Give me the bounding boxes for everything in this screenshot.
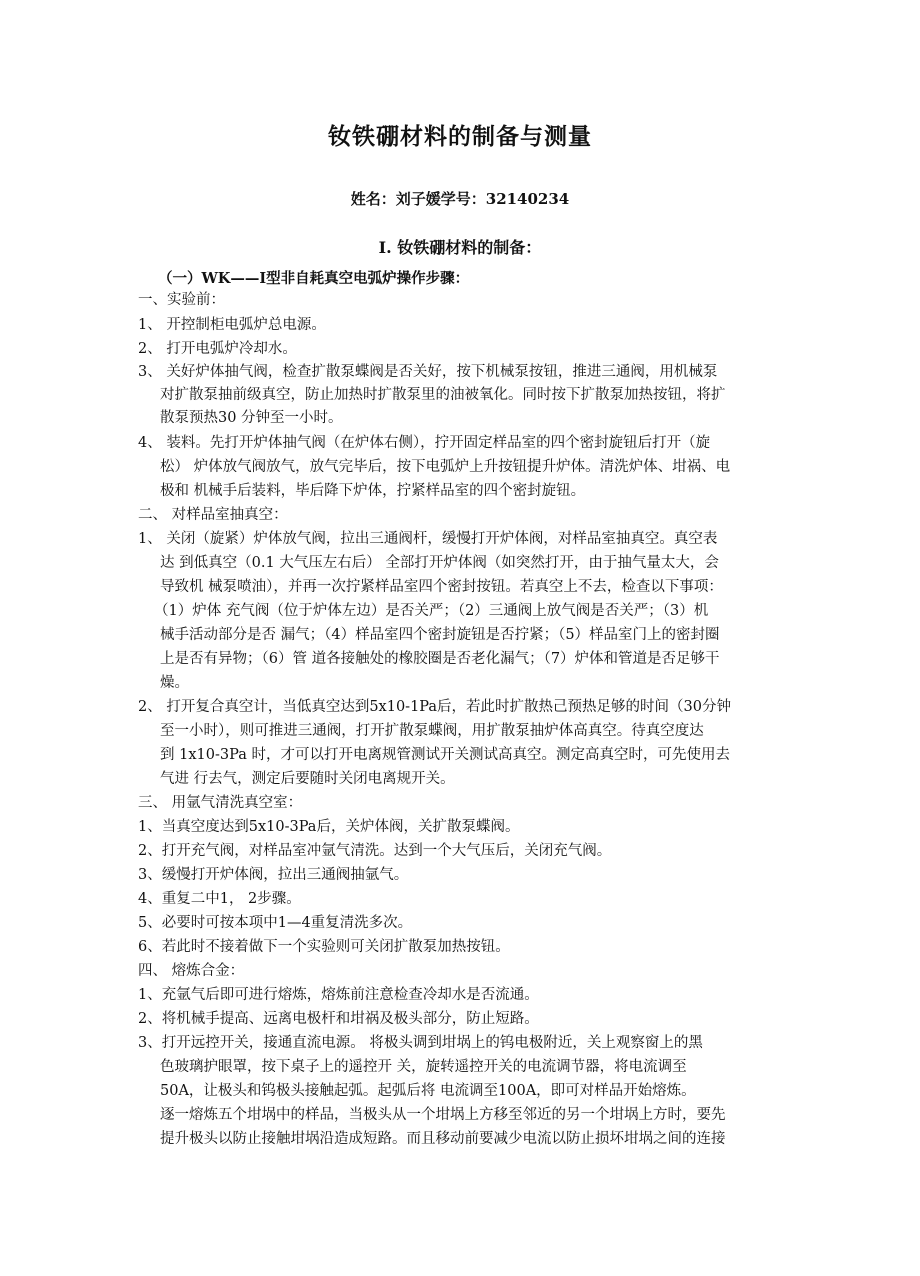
text-line: 4、 装料。先打开炉体抽气阀（在炉体右侧），拧开固定样品室的四个密封旋钮后打开（旋	[138, 435, 711, 451]
text-line: 气进 行去气，测定后要随时关闭电离规开关。	[160, 771, 455, 787]
text-line: 对扩散泵抽前级真空，防止加热时扩散泵里的油被氧化。同时按下扩散泵加热按钮，将扩	[160, 387, 726, 403]
page-title: 钕铁硼材料的制备与测量	[328, 123, 592, 150]
text-line: 2、打开充气阀，对样品室冲氩气清洗。达到一个大气压后，关闭充气阀。	[138, 843, 612, 859]
text-line: （1）炉体 充气阀（位于炉体左边）是否关严；（2）三通阀上放气阀是否关严；（3）机	[154, 603, 709, 619]
subsection-heading: （一）WK——I型非自耗真空电弧炉操作步骤：	[158, 270, 470, 287]
text-line: 6、若此时不接着做下一个实验则可关闭扩散泵加热按钮。	[138, 939, 510, 955]
text-line: 2、将机械手提高、远离电极杆和坩祸及极头部分，防止短路。	[138, 1011, 539, 1027]
text-line: 逐一熔炼五个坩埚中的样品，当极头从一个坩埚上方移至邻近的另一个坩埚上方时，要先	[160, 1107, 726, 1123]
text-line: 1、 开控制柜电弧炉总电源。	[138, 317, 326, 333]
text-line: 3、缓慢打开炉体阀，拉出三通阀抽氩气。	[138, 867, 409, 883]
text-line: 械手活动部分是否 漏气；（4）样品室四个密封旋钮是否拧紧；（5）样品室门上的密封圈	[160, 627, 720, 643]
text-line: 5、必要时可按本项中1—4重复清洗多次。	[138, 915, 413, 931]
text-line: 1、 关闭（旋紧）炉体放气阀，拉出三通阀杆，缓慢打开炉体阀，对样品室抽真空。真空表	[138, 531, 718, 547]
text-line: 一、实验前：	[138, 292, 225, 308]
text-line: 极和 机械手后装料，毕后降下炉体，拧紧样品室的四个密封旋钮。	[160, 483, 586, 499]
text-line: 3、 关好炉体抽气阀，检查扩散泵蝶阀是否关好，按下机械泵按钮，推进三通阀，用机械泵	[138, 364, 718, 380]
text-line: 3、打开远控开关，接通直流电源。 将极头调到坩埚上的钨电极附近，关上观察窗上的黑	[138, 1035, 703, 1051]
text-line: 至一小时），则可推进三通阀，打开扩散泵蝶阀，用扩散泵抽炉体高真空。待真空度达	[160, 723, 704, 739]
text-line: 上是否有异物；（6）管 道各接触处的橡胶圈是否老化漏气；（7）炉体和管道是否足够干	[160, 651, 720, 667]
section-heading: I. 钕铁硼材料的制备：	[378, 238, 542, 257]
text-line: 散泵预热30 分钟至一小时。	[160, 410, 343, 426]
text-line: 色玻璃护眼罩，按下桌子上的遥控开 关，旋转遥控开关的电流调节器，将电流调至	[160, 1059, 687, 1075]
text-line: 二、 对样品室抽真空：	[138, 507, 288, 523]
text-line: 到 1x10-3Pa 时，才可以打开电离规管测试开关测试高真空。测定高真空时，可先使用去	[160, 747, 730, 763]
text-line: 1、当真空度达到5x10-3Pa后，关炉体阀，关扩散泵蝶阀。	[138, 819, 520, 835]
text-line: 导致机 械泵喷油），并再一次拧紧样品室四个密封按钮。若真空上不去，检查以下事项：	[160, 579, 723, 595]
text-line: 提升极头以防止接触坩埚沿造成短路。而且移动前要减少电流以防止损坏坩埚之间的连接	[160, 1131, 726, 1147]
text-line: 2、 打开电弧炉冷却水。	[138, 341, 297, 357]
text-line: 达 到低真空（0.1 大气压左右后） 全部打开炉体阀（如突然打开，由于抽气量太大，会	[160, 555, 719, 571]
text-line: 2、 打开复合真空计，当低真空达到5x10-1Pa后，若此时扩散热己预热足够的时间（30分钟	[138, 699, 732, 715]
text-line: 4、重复二中1， 2步骤。	[138, 891, 301, 907]
text-line: 四、 熔炼合金：	[138, 963, 245, 979]
text-line: 1、充氩气后即可进行熔炼，熔炼前注意检查冷却水是否流通。	[138, 987, 539, 1003]
author-line: 姓名：刘子媛学号：32140234	[350, 190, 570, 208]
text-line: 燥。	[160, 675, 189, 691]
text-line: 50A，让极头和钨极头接触起弧。起弧后将 电流调至100A，即可对样品开始熔炼。	[160, 1083, 696, 1099]
text-line: 松） 炉体放气阀放气，放气完毕后，按下电弧炉上升按钮提升炉体。清洗炉体、坩祸、电	[160, 459, 731, 475]
text-line: 三、 用氩气清洗真空室：	[138, 795, 303, 811]
